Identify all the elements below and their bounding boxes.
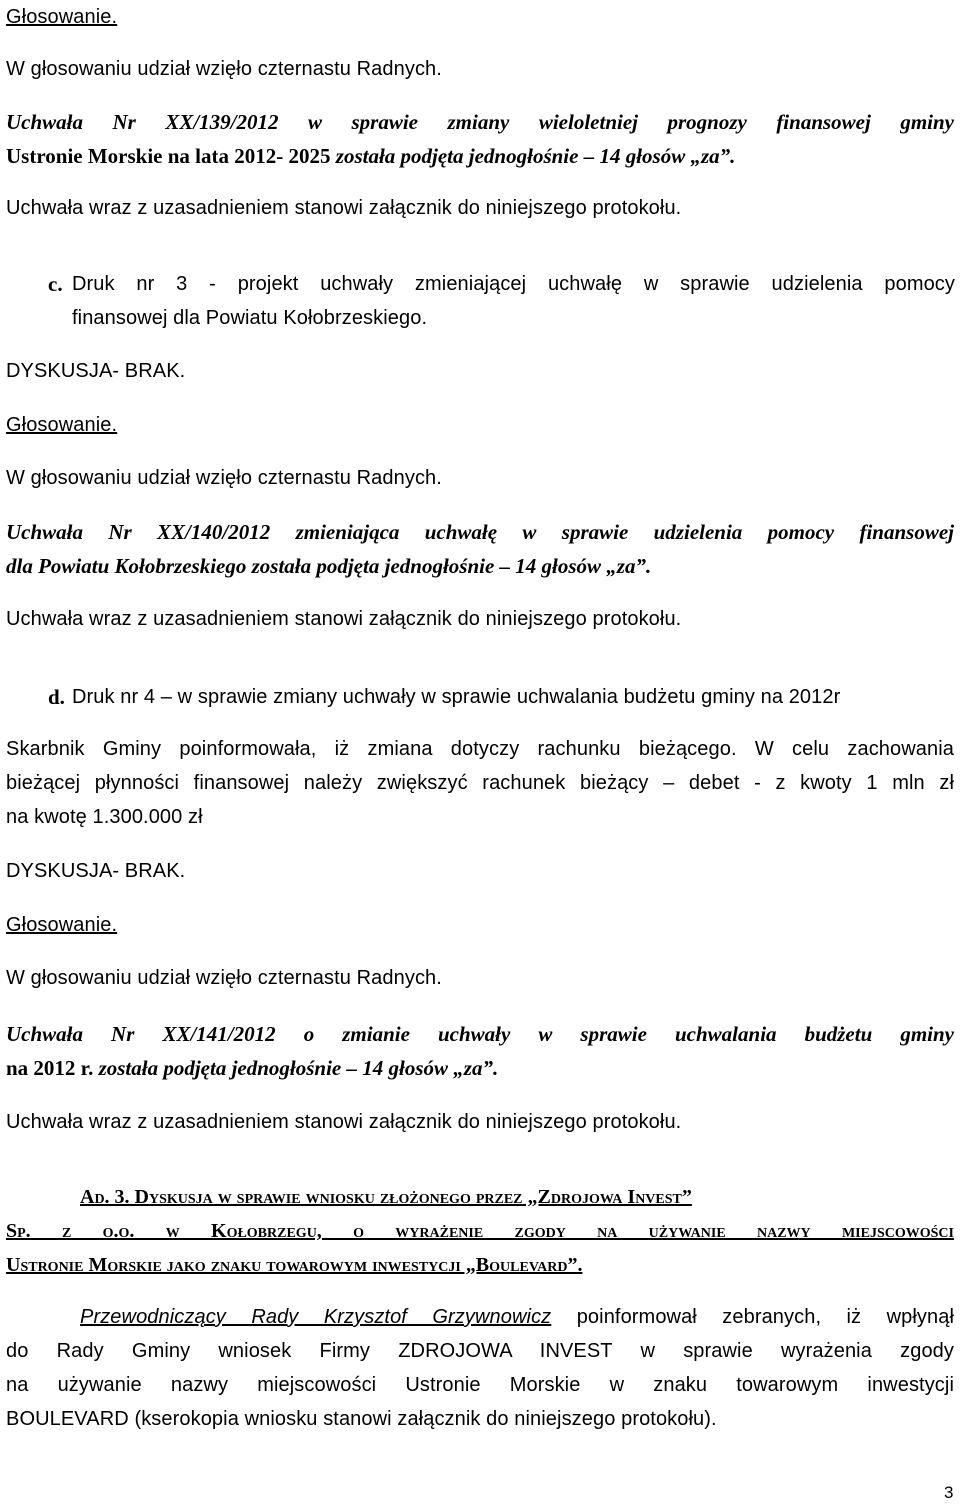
attachment-note-141: Uchwała wraz z uzasadnieniem stanowi załącznik do niniejszego protokołu.: [6, 1111, 682, 1133]
resolution-140-line2: dla Powiatu Kołobrzeskiego została podjęta jednogłośnie – 14 głosów „za”.: [6, 554, 652, 578]
attachment-note-139: Uchwała wraz z uzasadnieniem stanowi załącznik do niniejszego protokołu.: [6, 197, 682, 219]
ad3-para-line1: [80, 1306, 954, 1328]
resolution-139-line2-bold: Ustronie Morskie na lata 2012- 2025: [6, 144, 331, 168]
ad3-heading-line1: Ad. 3. Dyskusja w sprawie wniosku złożonego przez „Zdrojowa Invest”: [80, 1186, 692, 1208]
discussion-none-d: DYSKUSJA- BRAK.: [6, 860, 186, 882]
item-c-line2: finansowej dla Powiatu Kołobrzeskiego.: [72, 307, 428, 329]
ad3-heading-line3: Ustronie Morskie jako znaku towarowym inwestycji „Boulevard”.: [6, 1254, 583, 1276]
resolution-139-line2-result: została podjęta jednogłośnie – 14 głosów „za”.: [330, 144, 736, 168]
ad3-heading-line2: Sp. z o.o. w Kołobrzegu, o wyrażenie zgody na używanie nazwy miejscowości: [6, 1220, 954, 1242]
treasurer-line2: bieżącej płynności finansowej należy zwiększyć rachunek bieżący – debet - z kwoty 1 mln zł: [6, 772, 954, 794]
treasurer-line1: Skarbnik Gminy poinformowała, iż zmiana dotyczy rachunku bieżącego. W celu zachowania: [6, 738, 954, 760]
page-number: 3: [944, 1483, 954, 1502]
resolution-139-line2: [6, 145, 735, 168]
voting-heading-d: Głosowanie.: [6, 914, 118, 936]
resolution-141-line2-bold: na 2012 r.: [6, 1056, 94, 1080]
voting-heading-c: Głosowanie.: [6, 414, 118, 436]
speaker-name: Przewodniczący Rady Krzysztof Grzywnowicz: [80, 1306, 552, 1328]
resolution-141-line1: Uchwała Nr XX/141/2012 o zmianie uchwały w sprawie uchwalania budżetu gminy: [6, 1022, 954, 1046]
resolution-141-line2-result: została podjęta jednogłośnie – 14 głosów „za”.: [93, 1056, 499, 1080]
ad3-para-line4: BOULEVARD (kserokopia wniosku stanowi załącznik do niniejszego protokołu).: [6, 1408, 717, 1430]
item-c-line1: Druk nr 3 - projekt uchwały zmieniającej uchwałę w sprawie udzielenia pomocy: [72, 273, 955, 295]
attachment-note-140: Uchwała wraz z uzasadnieniem stanowi załącznik do niniejszego protokołu.: [6, 608, 682, 630]
treasurer-line3: na kwotę 1.300.000 zł: [6, 806, 203, 828]
ad3-para-line2: do Rady Gminy wniosek Firmy ZDROJOWA INVEST w sprawie wyrażenia zgody: [6, 1340, 954, 1362]
discussion-none-c: DYSKUSJA- BRAK.: [6, 360, 186, 382]
ad3-para-line3: na używanie nazwy miejscowości Ustronie Morskie w znaku towarowym inwestycji: [6, 1374, 954, 1396]
resolution-140-line1: Uchwała Nr XX/140/2012 zmieniająca uchwałę w sprawie udzielenia pomocy finansowej: [6, 520, 954, 544]
voting-heading: Głosowanie.: [6, 6, 118, 28]
item-d-letter: d.: [48, 685, 65, 709]
resolution-139-line1: Uchwała Nr XX/139/2012 w sprawie zmiany wieloletniej prognozy finansowej gminy: [6, 110, 954, 134]
voting-participation-c: W głosowaniu udział wzięło czternastu Radnych.: [6, 467, 442, 489]
ad3-para-line1-rest: poinformował zebranych, iż wpłynął: [551, 1306, 954, 1328]
voting-participation: W głosowaniu udział wzięło czternastu Radnych.: [6, 58, 442, 80]
item-d-line1: Druk nr 4 – w sprawie zmiany uchwały w sprawie uchwalania budżetu gminy na 2012r: [72, 686, 841, 708]
resolution-141-line2: [6, 1057, 498, 1080]
voting-participation-d: W głosowaniu udział wzięło czternastu Radnych.: [6, 967, 442, 989]
item-c-letter: c.: [48, 272, 63, 296]
